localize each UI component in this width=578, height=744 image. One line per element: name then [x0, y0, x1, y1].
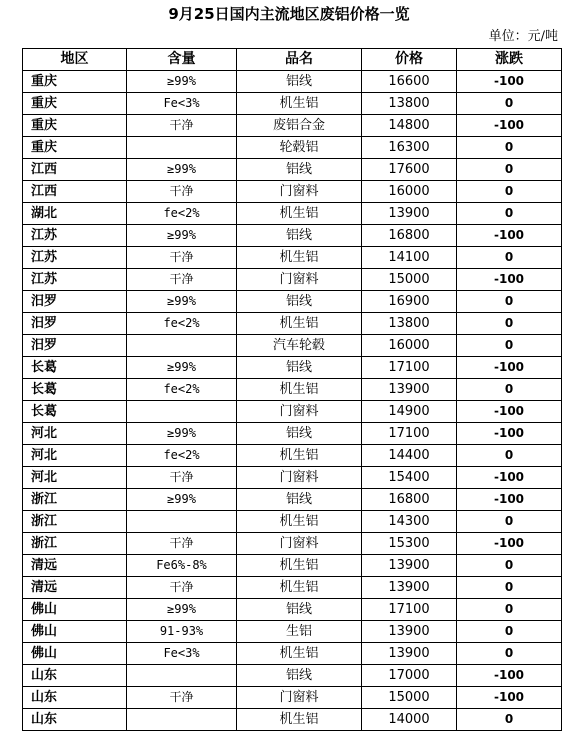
header-price: 价格 [362, 49, 457, 71]
region-cell: 浙江 [23, 489, 127, 511]
change-cell: 0 [457, 577, 562, 599]
region-cell: 江西 [23, 159, 127, 181]
price-cell: 13900 [362, 203, 457, 225]
region-cell: 河北 [23, 467, 127, 489]
price-cell: 17000 [362, 665, 457, 687]
table-row [23, 709, 562, 731]
region-cell: 湖北 [23, 203, 127, 225]
product-cell: 门窗料 [237, 533, 362, 555]
change-cell: 0 [457, 93, 562, 115]
header-region: 地区 [23, 49, 127, 71]
content-cell: ≥99% [127, 225, 237, 247]
region-cell: 长葛 [23, 357, 127, 379]
region-cell: 佛山 [23, 643, 127, 665]
product-cell: 门窗料 [237, 467, 362, 489]
product-cell: 门窗料 [237, 687, 362, 709]
price-cell: 14000 [362, 709, 457, 731]
table-row [23, 577, 562, 599]
table-row [23, 335, 562, 357]
product-cell: 铝线 [237, 665, 362, 687]
product-cell: 铝线 [237, 489, 362, 511]
content-cell [127, 335, 237, 357]
content-cell: ≥99% [127, 423, 237, 445]
price-cell: 17100 [362, 599, 457, 621]
region-cell: 汨罗 [23, 291, 127, 313]
table-row [23, 379, 562, 401]
table-row [23, 445, 562, 467]
region-cell: 山东 [23, 665, 127, 687]
table-body [23, 71, 562, 731]
price-cell: 16800 [362, 225, 457, 247]
table-row [23, 621, 562, 643]
content-cell: Fe<3% [127, 93, 237, 115]
change-cell: 0 [457, 445, 562, 467]
change-cell: -100 [457, 401, 562, 423]
change-cell: 0 [457, 247, 562, 269]
table-row [23, 511, 562, 533]
change-cell: -100 [457, 489, 562, 511]
price-cell: 16800 [362, 489, 457, 511]
table-row [23, 687, 562, 709]
region-cell: 河北 [23, 445, 127, 467]
region-cell: 浙江 [23, 533, 127, 555]
product-cell: 铝线 [237, 71, 362, 93]
header-change: 涨跌 [457, 49, 562, 71]
region-cell: 江苏 [23, 225, 127, 247]
region-cell: 清远 [23, 555, 127, 577]
region-cell: 山东 [23, 687, 127, 709]
table-row [23, 401, 562, 423]
change-cell: -100 [457, 467, 562, 489]
product-cell: 机生铝 [237, 643, 362, 665]
region-cell: 汨罗 [23, 335, 127, 357]
table-row [23, 555, 562, 577]
change-cell: 0 [457, 181, 562, 203]
content-cell [127, 709, 237, 731]
region-cell: 山东 [23, 709, 127, 731]
change-cell: -100 [457, 225, 562, 247]
change-cell: -100 [457, 357, 562, 379]
product-cell: 铝线 [237, 291, 362, 313]
price-cell: 14100 [362, 247, 457, 269]
product-cell: 机生铝 [237, 93, 362, 115]
change-cell: 0 [457, 379, 562, 401]
price-cell: 15000 [362, 687, 457, 709]
header-product: 品名 [237, 49, 362, 71]
content-cell: Fe<3% [127, 643, 237, 665]
content-cell: fe<2% [127, 379, 237, 401]
change-cell: -100 [457, 269, 562, 291]
content-cell: fe<2% [127, 203, 237, 225]
price-cell: 13800 [362, 313, 457, 335]
page-title: 9月25日国内主流地区废铝价格一览 [168, 5, 410, 23]
content-cell: 干净 [127, 467, 237, 489]
price-cell: 16000 [362, 335, 457, 357]
region-cell: 江苏 [23, 247, 127, 269]
table-row [23, 225, 562, 247]
table-row [23, 247, 562, 269]
content-cell: ≥99% [127, 357, 237, 379]
product-cell: 废铝合金 [237, 115, 362, 137]
product-cell: 生铝 [237, 621, 362, 643]
product-cell: 机生铝 [237, 577, 362, 599]
price-cell: 16600 [362, 71, 457, 93]
region-cell: 长葛 [23, 379, 127, 401]
product-cell: 机生铝 [237, 555, 362, 577]
content-cell: ≥99% [127, 599, 237, 621]
region-cell: 佛山 [23, 621, 127, 643]
region-cell: 清远 [23, 577, 127, 599]
region-cell: 浙江 [23, 511, 127, 533]
content-cell: 干净 [127, 687, 237, 709]
table-row [23, 533, 562, 555]
product-cell: 机生铝 [237, 313, 362, 335]
region-cell: 重庆 [23, 93, 127, 115]
product-cell: 铝线 [237, 423, 362, 445]
change-cell: 0 [457, 511, 562, 533]
content-cell: ≥99% [127, 291, 237, 313]
table-row [23, 115, 562, 137]
region-cell: 重庆 [23, 115, 127, 137]
change-cell: 0 [457, 313, 562, 335]
change-cell: 0 [457, 621, 562, 643]
content-cell: 干净 [127, 533, 237, 555]
region-cell: 重庆 [23, 137, 127, 159]
product-cell: 汽车轮毂 [237, 335, 362, 357]
region-cell: 江苏 [23, 269, 127, 291]
content-cell [127, 511, 237, 533]
product-cell: 轮毂铝 [237, 137, 362, 159]
table-row [23, 159, 562, 181]
product-cell: 机生铝 [237, 511, 362, 533]
table-row [23, 489, 562, 511]
change-cell: 0 [457, 203, 562, 225]
price-table [22, 48, 562, 731]
region-cell: 长葛 [23, 401, 127, 423]
table-row [23, 643, 562, 665]
table-row [23, 181, 562, 203]
change-cell: 0 [457, 555, 562, 577]
price-cell: 16000 [362, 181, 457, 203]
region-cell: 重庆 [23, 71, 127, 93]
table-row [23, 357, 562, 379]
content-cell: 干净 [127, 269, 237, 291]
change-cell: -100 [457, 687, 562, 709]
table-row [23, 93, 562, 115]
content-cell: ≥99% [127, 71, 237, 93]
price-cell: 15000 [362, 269, 457, 291]
region-cell: 汨罗 [23, 313, 127, 335]
change-cell: 0 [457, 159, 562, 181]
content-cell: ≥99% [127, 159, 237, 181]
table-row [23, 269, 562, 291]
change-cell: 0 [457, 643, 562, 665]
price-cell: 15300 [362, 533, 457, 555]
product-cell: 铝线 [237, 357, 362, 379]
price-cell: 17100 [362, 423, 457, 445]
product-cell: 铝线 [237, 225, 362, 247]
table-row [23, 71, 562, 93]
content-cell [127, 665, 237, 687]
content-cell: Fe6%-8% [127, 555, 237, 577]
change-cell: -100 [457, 423, 562, 445]
product-cell: 铝线 [237, 159, 362, 181]
product-cell: 机生铝 [237, 445, 362, 467]
table-row [23, 203, 562, 225]
product-cell: 机生铝 [237, 247, 362, 269]
product-cell: 机生铝 [237, 709, 362, 731]
content-cell: 干净 [127, 181, 237, 203]
table-row [23, 137, 562, 159]
table-row [23, 313, 562, 335]
content-cell [127, 401, 237, 423]
product-cell: 铝线 [237, 599, 362, 621]
header-content: 含量 [127, 49, 237, 71]
change-cell: 0 [457, 709, 562, 731]
price-cell: 14400 [362, 445, 457, 467]
content-cell: fe<2% [127, 313, 237, 335]
content-cell: fe<2% [127, 445, 237, 467]
product-cell: 机生铝 [237, 379, 362, 401]
content-cell: 干净 [127, 115, 237, 137]
price-cell: 13900 [362, 643, 457, 665]
price-cell: 17100 [362, 357, 457, 379]
content-cell: 干净 [127, 247, 237, 269]
region-cell: 江西 [23, 181, 127, 203]
price-cell: 13900 [362, 555, 457, 577]
change-cell: -100 [457, 533, 562, 555]
price-cell: 13900 [362, 621, 457, 643]
change-cell: 0 [457, 335, 562, 357]
table-row [23, 467, 562, 489]
table-row [23, 665, 562, 687]
change-cell: -100 [457, 71, 562, 93]
price-cell: 17600 [362, 159, 457, 181]
price-cell: 13900 [362, 577, 457, 599]
price-cell: 15400 [362, 467, 457, 489]
change-cell: -100 [457, 665, 562, 687]
content-cell: 91-93% [127, 621, 237, 643]
content-cell [127, 137, 237, 159]
content-cell: ≥99% [127, 489, 237, 511]
table-header-row [23, 49, 562, 71]
price-cell: 16900 [362, 291, 457, 313]
table-row [23, 423, 562, 445]
change-cell: -100 [457, 115, 562, 137]
change-cell: 0 [457, 599, 562, 621]
change-cell: 0 [457, 137, 562, 159]
table-row [23, 291, 562, 313]
price-cell: 14300 [362, 511, 457, 533]
price-cell: 14800 [362, 115, 457, 137]
table-row [23, 599, 562, 621]
price-cell: 13900 [362, 379, 457, 401]
product-cell: 门窗料 [237, 269, 362, 291]
price-cell: 16300 [362, 137, 457, 159]
price-cell: 14900 [362, 401, 457, 423]
region-cell: 佛山 [23, 599, 127, 621]
unit-label: 单位：元/吨 [488, 29, 558, 44]
content-cell: 干净 [127, 577, 237, 599]
product-cell: 门窗料 [237, 401, 362, 423]
product-cell: 门窗料 [237, 181, 362, 203]
change-cell: 0 [457, 291, 562, 313]
price-cell: 13800 [362, 93, 457, 115]
product-cell: 机生铝 [237, 203, 362, 225]
region-cell: 河北 [23, 423, 127, 445]
